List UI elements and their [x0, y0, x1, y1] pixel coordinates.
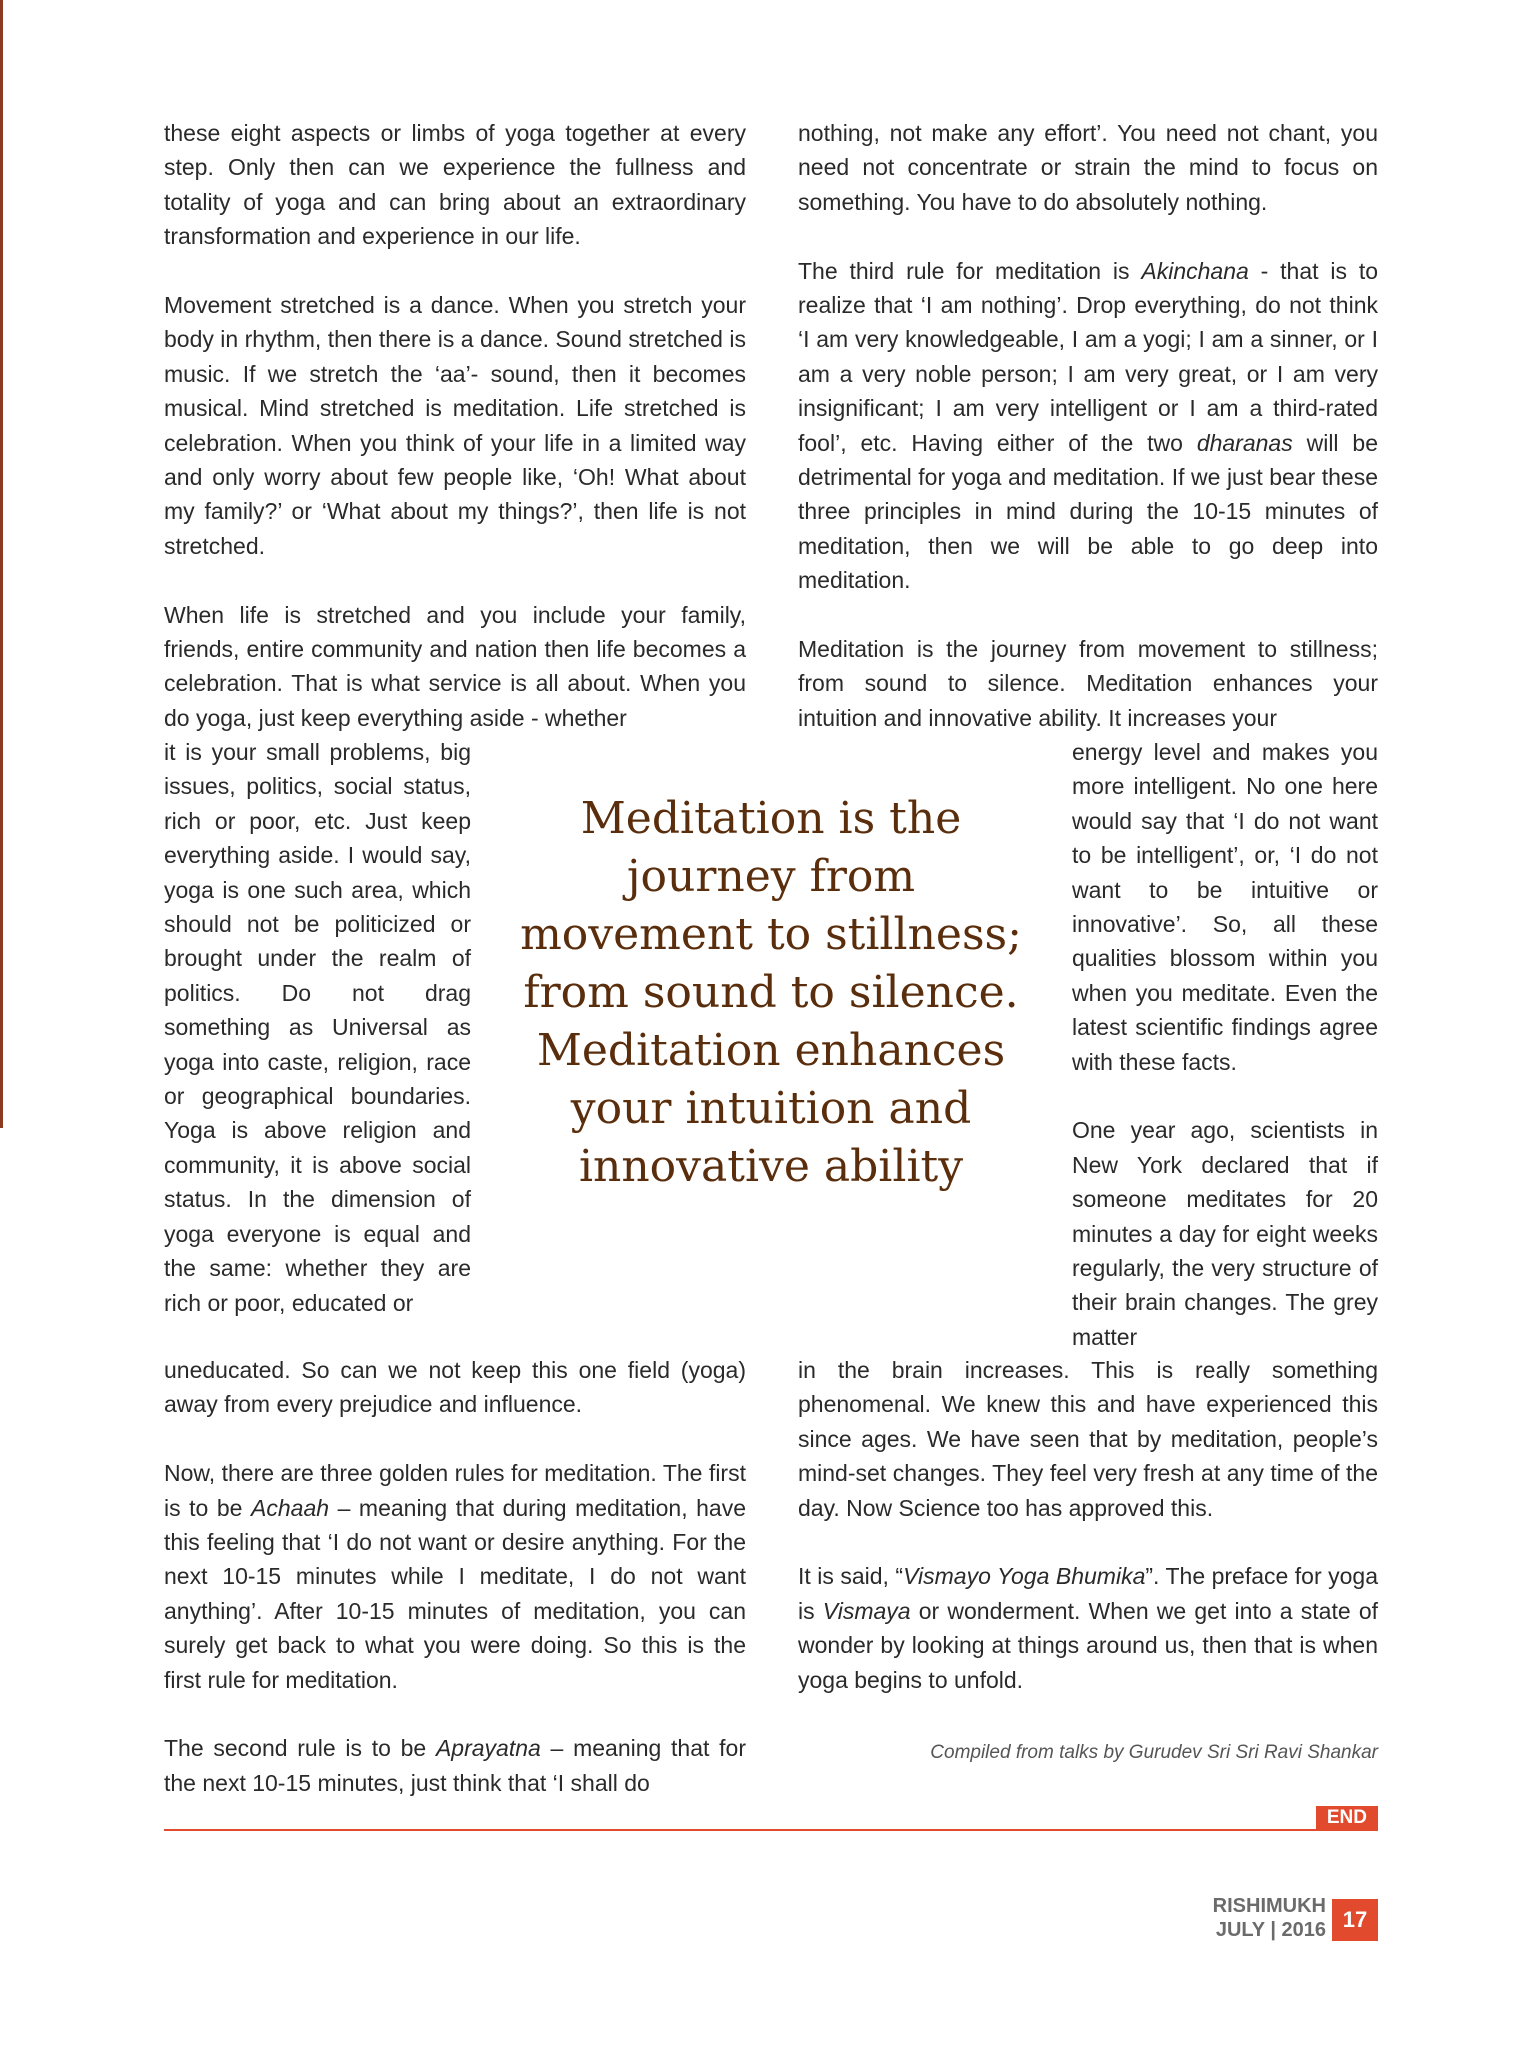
left-column-bottom — [164, 1353, 746, 1800]
left-column-top — [164, 116, 746, 735]
term-vismaya: Vismaya — [822, 1597, 911, 1624]
left-paragraph-1: these eight aspects or limbs of yoga together at every step. Only then can we experience the fullness and totality of yoga and can bring about an extraordinary transformation and experience in our life. — [164, 120, 746, 250]
term-achaah: Achaah — [251, 1494, 330, 1521]
end-divider — [164, 1829, 1378, 1831]
end-badge: END — [1316, 1806, 1378, 1830]
left-paragraph-2: Movement stretched is a dance. When you stretch your body in rhythm, then there is a dance. Sound stretched is music. If we stretch the ‘aa’- sound, then it becomes musical. Mind stretched is meditation. Life stretched is celebration. When you think of your life in a limited way and only worry about few people like, ‘Oh! What about my family?’ or ‘What about my things?’, then life is not stretched. — [164, 292, 746, 559]
right-paragraph-4-narrow: One year ago, scientists in New York declared that if someone meditates for 20 minutes a day for eight weeks regularly, the very structure of their brain changes. The grey matter — [1072, 1117, 1378, 1350]
footer-publication — [1213, 1894, 1326, 1942]
right-paragraph-5: It is said, “Vismayo Yoga Bhumika”. The preface for yoga is Vismaya or wonderment. When we get into a state of wonder by looking at things around us, then that is when yoga begins to unfold. — [798, 1563, 1379, 1693]
left-column-narrow — [164, 735, 471, 1320]
left-paragraph-5: The second rule is to be Aprayatna – meaning that for the next 10-15 minutes, just think that ‘I shall do — [164, 1735, 746, 1796]
right-column-top — [798, 116, 1378, 735]
term-dharanas: dharanas — [1196, 429, 1293, 456]
left-paragraph-3-end: uneducated. So can we not keep this one field (yoga) away from every prejudice and influence. — [164, 1357, 746, 1418]
pull-quote: Meditation is the journey from movement to stillness; from sound to silence. Meditation enhances your intuition and innovative ability — [520, 793, 1022, 1192]
page-number: 17 — [1332, 1899, 1378, 1941]
issue-date: JULY | 2016 — [1215, 1919, 1326, 1941]
left-paragraph-3-narrow: it is your small problems, big issues, politics, social status, rich or poor, etc. Just keep everything aside. I would say, yoga is one such area, which should not be politicized or brought under the realm of politics. Do not drag something as Universal as yoga into caste, religion, race or geographical boundaries. Yoga is above religion and community, it is above social status. In the dimension of yoga everyone is equal and the same: whether they are rich or poor, educated or — [164, 739, 471, 1316]
magazine-name: RISHIMUKH — [1212, 1895, 1326, 1917]
page-edge-rule — [0, 0, 3, 1128]
term-akinchana: Akinchana — [1141, 257, 1249, 284]
right-paragraph-4-wide: in the brain increases. This is really something phenomenal. We knew this and have experienced this since ages. We have seen that by meditation, people’s mind-set changes. They feel very fresh at any time of the day. Now Science too has approved this. — [798, 1357, 1378, 1521]
term-vismayo-yoga-bhumika: Vismayo Yoga Bhumika — [903, 1563, 1146, 1590]
right-column-bottom — [798, 1353, 1378, 1697]
right-paragraph-3-narrow: energy level and makes you more intelligent. No one here would say that ‘I do not want to be intelligent’, or, ‘I do not want to be intuitive or innovative’. So, all these qualities blossom within you when you meditate. Even the latest scientific findings agree with these facts. — [1072, 739, 1378, 1075]
right-paragraph-1: nothing, not make any effort’. You need not chant, you need not concentrate or strain the mind to focus on something. You have to do absolutely nothing. — [798, 120, 1378, 215]
left-paragraph-4: Now, there are three golden rules for meditation. The first is to be Achaah – meaning that during meditation, have this feeling that ‘I do not want or desire anything. For the next 10-15 minutes while I meditate, I do not want anything’. After 10-15 minutes of meditation, you can surely get back to what you were doing. So this is the first rule for meditation. — [164, 1460, 746, 1693]
term-aprayatna: Aprayatna — [435, 1735, 541, 1762]
right-paragraph-3-wide: Meditation is the journey from movement to stillness; from sound to silence. Meditation enhances your intuition and innovative ability. It increases your — [798, 636, 1378, 731]
right-column-narrow — [1072, 735, 1378, 1354]
right-paragraph-2: The third rule for meditation is Akinchana - that is to realize that ‘I am nothing’. Drop everything, do not think ‘I am very knowledgeable, I am a yogi; I am a sinner, or I am a very noble person; I am very great, or I am very insignificant; I am very intelligent or I am a third-rated fool’, etc. Having either of the two dharanas will be detrimental for yoga and meditation. If we just bear these three principles in mind during the 10-15 minutes of meditation, then we will be able to go deep into meditation. — [798, 257, 1378, 594]
left-paragraph-3-wide: When life is stretched and you include your family, friends, entire community and nation then life becomes a celebration. That is what service is all about. When you do yoga, just keep everything aside - whether — [164, 601, 746, 731]
author-credit: Compiled from talks by Gurudev Sri Sri Ravi Shankar — [930, 1742, 1378, 1763]
